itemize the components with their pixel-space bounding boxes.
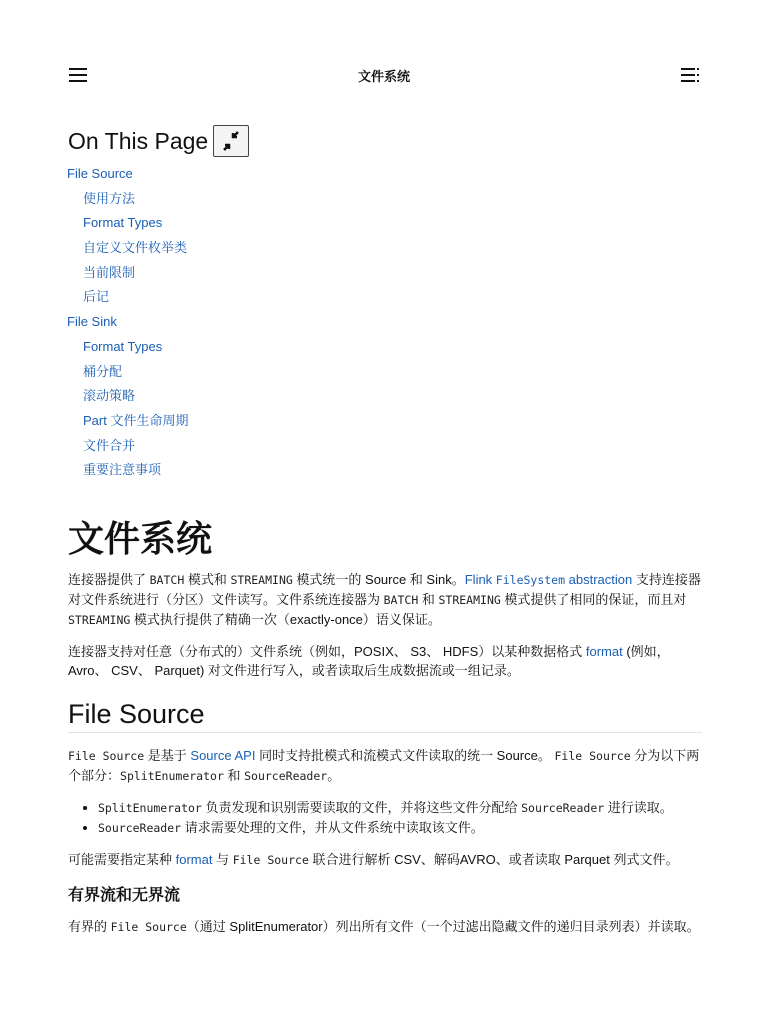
text: 模式执行提供了精确一次（exactly-once）语义保证。 <box>130 612 441 627</box>
toc-link-file-compaction[interactable]: 文件合并 <box>83 437 136 453</box>
text: 和 <box>223 768 245 783</box>
text: 进行读取。 <box>604 800 673 815</box>
text: 模式和 <box>184 572 231 587</box>
code-inline: BATCH <box>149 573 185 587</box>
toc-item <box>67 337 188 362</box>
text: 与 <box>212 852 233 867</box>
toc-item <box>67 287 188 312</box>
text: （通过 SplitEnumerator）列出所有文件（一个过滤出隐藏文件的递归目录列表）并读取。 <box>186 919 700 934</box>
code-inline: File Source <box>554 749 631 763</box>
code-inline: STREAMING <box>438 593 501 607</box>
toc-link-bucket-assign[interactable]: 桶分配 <box>83 363 123 379</box>
section-title-file-source: File Source <box>68 698 702 733</box>
intro-paragraph-1 <box>68 570 702 630</box>
toc-list <box>67 164 188 485</box>
code-inline: SourceReader <box>244 769 328 783</box>
text: 联合进行解析 CSV、解码AVRO、或者读取 Parquet 列式文件。 <box>308 852 679 867</box>
collapse-arrows-icon <box>214 126 248 156</box>
text: 连接器提供了 <box>68 572 150 587</box>
code-inline: SourceReader <box>98 821 182 835</box>
link-text: Flink <box>464 572 496 587</box>
toc-link-sink-format-types[interactable]: Format Types <box>83 338 163 354</box>
code-inline: File Source <box>68 749 145 763</box>
text: 同时支持批模式和流模式文件读取的统一 Source。 <box>255 748 555 763</box>
toc-item <box>67 362 188 387</box>
text: 连接器支持对任意（分布式的）文件系统（例如，POSIX、 S3、 HDFS）以某种数据格式 <box>68 644 586 659</box>
toc-link-usage[interactable]: 使用方法 <box>83 190 136 206</box>
text: 支持连接器对文件系统进行（分区）文件读写。文件系统连接器为 <box>68 572 701 607</box>
list-item <box>98 818 702 838</box>
code-inline: File Source <box>232 853 309 867</box>
toc-link-important-notes[interactable]: 重要注意事项 <box>83 462 162 478</box>
text: 有界的 <box>68 919 111 934</box>
code-inline: SplitEnumerator <box>120 769 224 783</box>
code-inline: File Source <box>110 920 187 934</box>
toc-item <box>67 164 188 189</box>
header-title: 文件系统 <box>357 69 410 84</box>
text: 。 <box>327 768 341 783</box>
file-source-paragraph-1 <box>68 746 702 786</box>
page-title: 文件系统 <box>68 518 213 559</box>
toc-item <box>67 436 188 461</box>
text: 分为以下两个部分： <box>68 748 700 783</box>
link-text: abstraction <box>565 572 633 587</box>
text: 负责发现和识别需要读取的文件，并将这些文件分配给 <box>201 800 522 815</box>
toc-item <box>67 238 188 263</box>
intro-paragraph-2 <box>68 642 702 680</box>
toc-item <box>67 213 188 238</box>
toc-link-custom-enumerator[interactable]: 自定义文件枚举类 <box>83 240 188 256</box>
format-link-2[interactable]: format <box>175 852 213 867</box>
code-inline: SourceReader <box>521 801 605 815</box>
subsection-title-bounded-unbounded: 有界流和无界流 <box>68 887 181 904</box>
toc-link-rolling-policy[interactable]: 滚动策略 <box>83 388 136 404</box>
toc-list-icon-svg <box>680 66 702 84</box>
link-code: FileSystem <box>495 573 566 587</box>
file-source-paragraph-2 <box>68 850 702 870</box>
text: 可能需要指定某种 <box>68 852 176 867</box>
code-inline: SplitEnumerator <box>98 801 202 815</box>
text: 和 <box>418 592 439 607</box>
text: 请求需要处理的文件，并从文件系统中读取该文件。 <box>181 820 484 835</box>
text: (例如，Avro、 CSV、 Parquet) 对文件进行写入，或者读取后生成数据流或一组记录。 <box>68 644 670 678</box>
filesystem-abstraction-link[interactable] <box>465 572 633 587</box>
source-api-link[interactable]: Source API <box>190 748 256 763</box>
format-link[interactable]: format <box>585 644 623 659</box>
toc-link-file-sink[interactable]: File Sink <box>67 314 117 330</box>
toc-item <box>67 386 188 411</box>
toc-item <box>67 189 188 214</box>
text: 是基于 <box>144 748 191 763</box>
text: 模式提供了相同的保证，而且对 <box>500 592 687 607</box>
bounded-paragraph <box>68 917 702 937</box>
toc-title: On This Page <box>68 128 209 154</box>
list-item <box>98 798 702 818</box>
code-inline: STREAMING <box>230 573 293 587</box>
toc-item <box>67 312 188 337</box>
toc-link-part-lifecycle[interactable]: Part 文件生命周期 <box>83 412 189 428</box>
text: 模式统一的 Source 和 Sink。 <box>292 572 465 587</box>
toc-link-limitations[interactable]: 当前限制 <box>83 264 136 280</box>
code-inline: BATCH <box>383 593 419 607</box>
article <box>68 508 702 937</box>
file-source-components-list <box>68 798 702 838</box>
toc-item <box>67 263 188 288</box>
toc-link-format-types[interactable]: Format Types <box>83 215 163 231</box>
toc-item <box>67 411 188 436</box>
toc-item <box>67 460 188 485</box>
toc-list-icon[interactable] <box>680 66 702 84</box>
toc-link-afterword[interactable]: 后记 <box>83 289 110 305</box>
toc-collapse-button[interactable] <box>213 125 249 157</box>
code-inline: STREAMING <box>68 613 131 627</box>
toc-link-file-source[interactable]: File Source <box>67 166 133 181</box>
